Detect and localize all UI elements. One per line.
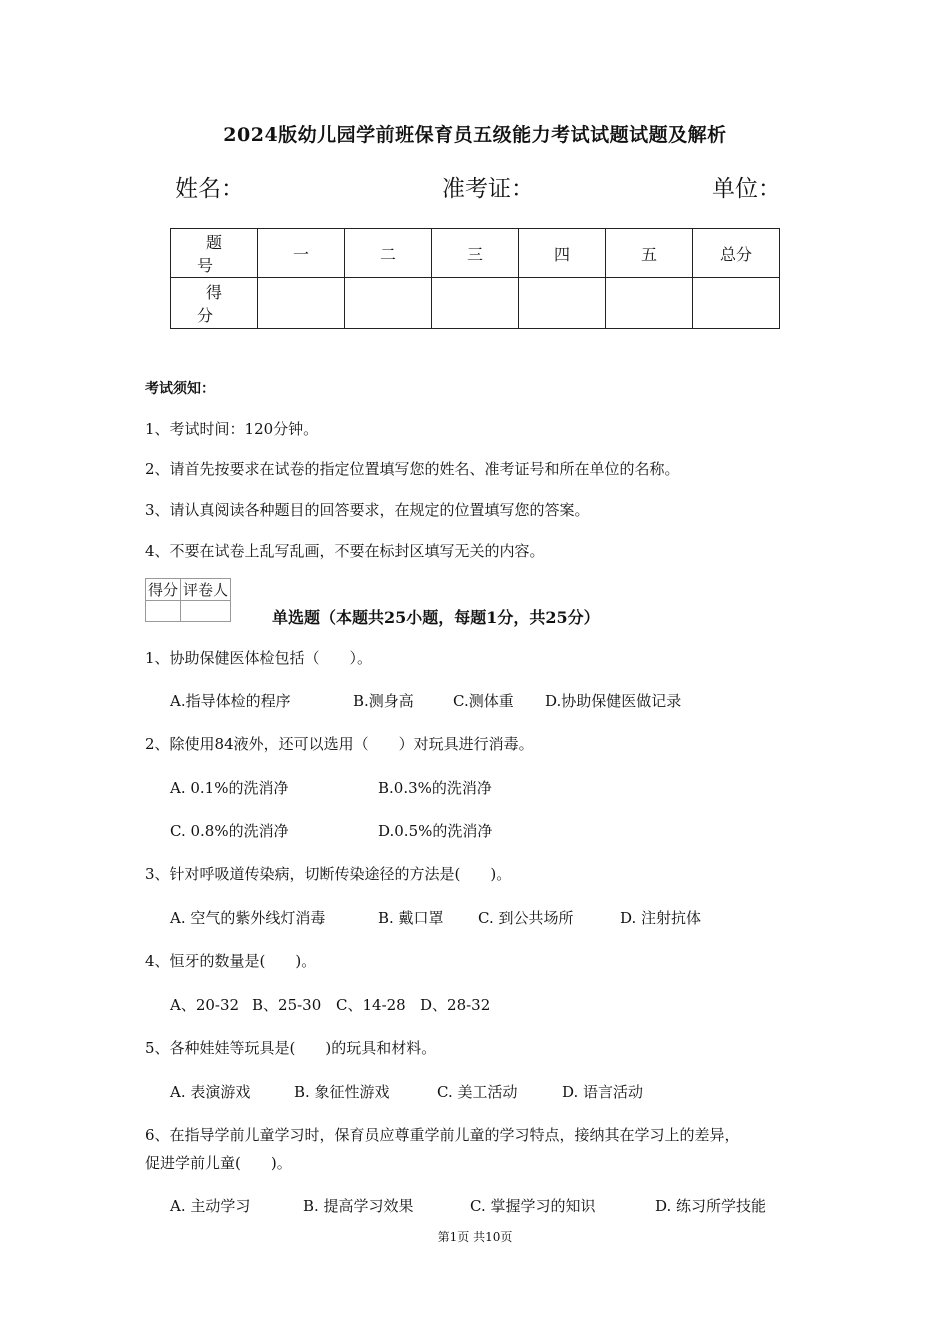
column-2: 二 bbox=[345, 229, 432, 278]
option: D、28-32 bbox=[420, 996, 491, 1014]
grader-reviewer-label: 评卷人 bbox=[181, 579, 231, 601]
option: C、14-28 bbox=[336, 996, 406, 1014]
grader-score-label: 得分 bbox=[146, 579, 181, 601]
grader-score-cell[interactable] bbox=[146, 601, 181, 622]
notice-item: 2、请首先按要求在试卷的指定位置填写您的姓名、准考证号和所在单位的名称。 bbox=[145, 460, 680, 478]
grader-reviewer-cell[interactable] bbox=[181, 601, 231, 622]
unit-field-label: 单位： bbox=[712, 176, 781, 202]
option: B、25-30 bbox=[252, 996, 322, 1014]
question-stem: 2、除使用84液外，还可以选用（ ）对玩具进行消毒。 bbox=[145, 735, 534, 753]
option: A、20-32 bbox=[170, 996, 240, 1014]
question-stem: 1、协助保健医体检包括（ ）。 bbox=[145, 649, 373, 667]
notice-item: 4、不要在试卷上乱写乱画，不要在标封区填写无关的内容。 bbox=[145, 542, 545, 560]
page-title: 2024版幼儿园学前班保育员五级能力考试试题试题及解析 bbox=[223, 124, 727, 146]
option: B.测身高 bbox=[353, 692, 414, 710]
notice-item: 1、考试时间：120分钟。 bbox=[145, 420, 319, 438]
option: C. 掌握学习的知识 bbox=[470, 1197, 596, 1215]
column-3: 三 bbox=[432, 229, 519, 278]
notice-item: 3、请认真阅读各种题目的回答要求，在规定的位置填写您的答案。 bbox=[145, 501, 590, 519]
exam-id-field-label: 准考证： bbox=[442, 176, 534, 202]
option: C. 美工活动 bbox=[437, 1083, 518, 1101]
page-footer: 第1页 共10页 bbox=[437, 1230, 513, 1244]
question-number-label: 题 号 bbox=[171, 229, 258, 278]
option: A. 主动学习 bbox=[170, 1197, 251, 1215]
score-table bbox=[170, 228, 780, 329]
score-cell[interactable] bbox=[606, 278, 693, 329]
question-stem: 4、恒牙的数量是( )。 bbox=[145, 952, 317, 970]
option: B. 象征性游戏 bbox=[294, 1083, 390, 1101]
score-label: 得 分 bbox=[171, 278, 258, 329]
option: C. 0.8%的洗消净 bbox=[170, 822, 289, 840]
option: C. 到公共场所 bbox=[478, 909, 574, 927]
notice-heading: 考试须知： bbox=[145, 381, 215, 397]
question-stem-continued: 促进学前儿童( )。 bbox=[145, 1154, 292, 1172]
option: A. 空气的紫外线灯消毒 bbox=[170, 909, 326, 927]
option: B. 提高学习效果 bbox=[303, 1197, 414, 1215]
name-field-label: 姓名： bbox=[175, 176, 244, 202]
option: D.协助保健医做记录 bbox=[545, 692, 682, 710]
score-cell[interactable] bbox=[693, 278, 780, 329]
option: D. 注射抗体 bbox=[620, 909, 702, 927]
column-total: 总分 bbox=[693, 229, 780, 278]
option: B. 戴口罩 bbox=[378, 909, 444, 927]
option: C.测体重 bbox=[453, 692, 514, 710]
option: A. 0.1%的洗消净 bbox=[170, 779, 289, 797]
column-4: 四 bbox=[519, 229, 606, 278]
score-cell[interactable] bbox=[345, 278, 432, 329]
score-cell[interactable] bbox=[432, 278, 519, 329]
option: B.0.3%的洗消净 bbox=[378, 779, 492, 797]
score-cell[interactable] bbox=[519, 278, 606, 329]
option: A. 表演游戏 bbox=[170, 1083, 251, 1101]
column-1: 一 bbox=[258, 229, 345, 278]
question-stem: 6、在指导学前儿童学习时，保育员应尊重学前儿童的学习特点，接纳其在学习上的差异， bbox=[145, 1126, 740, 1144]
question-stem: 3、针对呼吸道传染病，切断传染途径的方法是( )。 bbox=[145, 865, 512, 883]
question-stem: 5、各种娃娃等玩具是( )的玩具和材料。 bbox=[145, 1039, 437, 1057]
option: D. 语言活动 bbox=[562, 1083, 644, 1101]
option: D. 练习所学技能 bbox=[655, 1197, 767, 1215]
score-table-score-row bbox=[171, 278, 780, 329]
column-5: 五 bbox=[606, 229, 693, 278]
grader-box bbox=[145, 578, 231, 622]
option: D.0.5%的洗消净 bbox=[378, 822, 493, 840]
section-title: 单选题（本题共25小题，每题1分，共25分） bbox=[272, 608, 600, 627]
score-table-header-row bbox=[171, 229, 780, 278]
option: A.指导体检的程序 bbox=[170, 692, 291, 710]
